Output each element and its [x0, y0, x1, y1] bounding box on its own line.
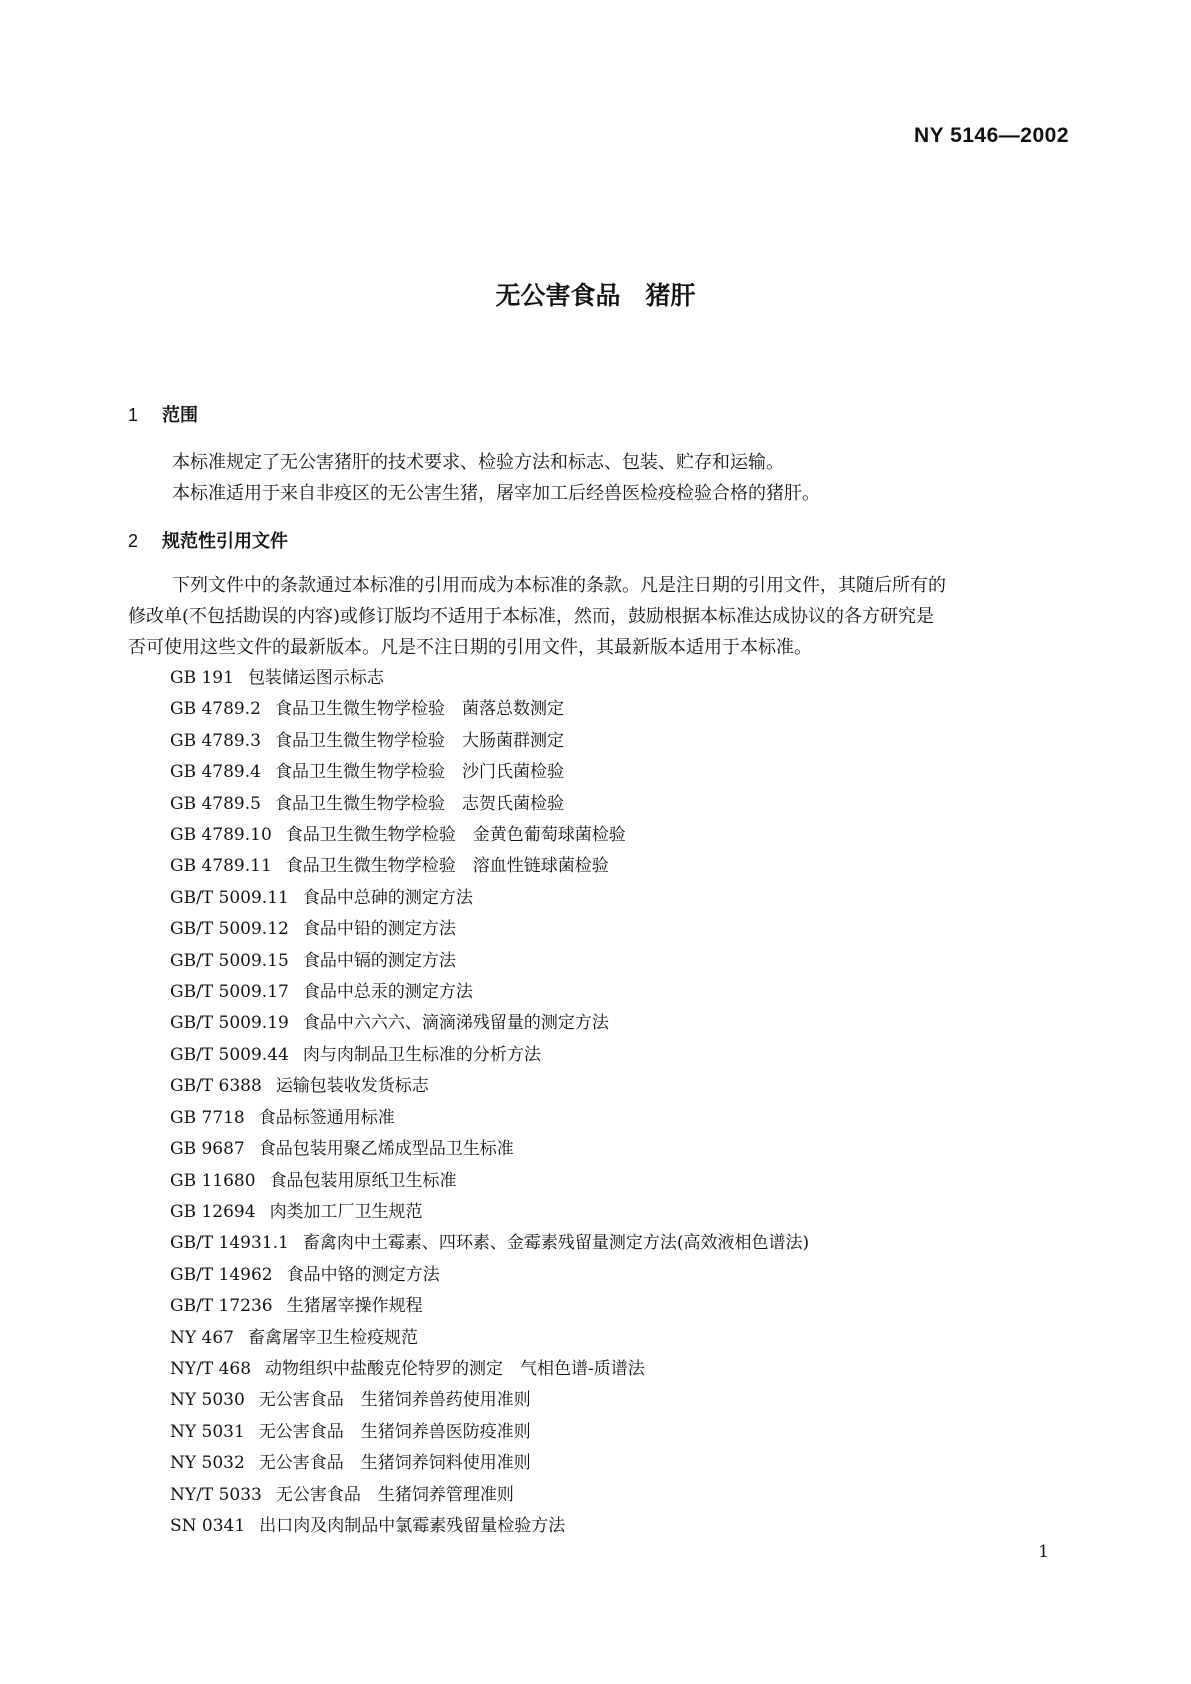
- reference-item: [170, 1291, 1050, 1322]
- section-title: 规范性引用文件: [162, 531, 288, 552]
- reference-item: [170, 883, 1050, 914]
- reference-item: [170, 1134, 1050, 1165]
- reference-title: 无公害食品 生猪饲养兽药使用准则: [258, 1390, 531, 1411]
- reference-code: SN 0341: [170, 1515, 246, 1536]
- reference-item: [170, 977, 1050, 1008]
- scope-paragraph: 本标准适用于来自非疫区的无公害生猪，屠宰加工后经兽医检疫检验合格的猪肝。: [172, 483, 820, 504]
- reference-code: GB/T 5009.17: [170, 982, 289, 1003]
- reference-title: 无公害食品 生猪饲养管理准则: [275, 1484, 514, 1505]
- reference-title: 食品卫生微生物学检验 大肠菌群测定: [274, 730, 564, 751]
- reference-item: [170, 820, 1050, 851]
- reference-item: [170, 1385, 1050, 1416]
- reference-item: [170, 1197, 1050, 1228]
- reference-item: [170, 1511, 1050, 1542]
- reference-code: GB/T 14962: [170, 1264, 273, 1285]
- reference-code: GB/T 14931.1: [170, 1233, 289, 1254]
- reference-code: GB 4789.3: [170, 730, 261, 751]
- reference-title: 食品卫生微生物学检验 志贺氏菌检验: [274, 793, 564, 814]
- section-title: 范围: [162, 405, 198, 426]
- section-heading-references: [128, 527, 288, 553]
- reference-title: 无公害食品 生猪饲养兽医防疫准则: [258, 1421, 531, 1442]
- intro-line: 下列文件中的条款通过本标准的引用而成为本标准的条款。凡是注日期的引用文件，其随后所有的: [172, 575, 946, 596]
- reference-item: [170, 1040, 1050, 1071]
- section-heading-scope: [128, 401, 198, 427]
- reference-code: GB/T 5009.44: [170, 1044, 289, 1065]
- reference-title: 动物组织中盐酸克伦特罗的测定 气相色谱-质谱法: [265, 1358, 645, 1379]
- reference-item: [170, 1354, 1050, 1385]
- reference-title: 食品卫生微生物学检验 金黄色葡萄球菌检验: [285, 825, 626, 846]
- reference-code: GB 12694: [170, 1201, 256, 1222]
- reference-title: 食品中镉的测定方法: [302, 950, 456, 971]
- reference-title: 食品中总砷的测定方法: [302, 887, 473, 908]
- reference-code: NY 5031: [170, 1421, 245, 1442]
- reference-title: 食品标签通用标准: [258, 1107, 395, 1128]
- reference-item: [170, 1103, 1050, 1134]
- reference-title: 食品中总汞的测定方法: [302, 982, 473, 1003]
- reference-title: 食品卫生微生物学检验 菌落总数测定: [274, 699, 564, 720]
- reference-code: NY/T 5033: [170, 1484, 262, 1505]
- reference-title: 畜禽肉中土霉素、四环素、金霉素残留量测定方法(高效液相色谱法): [302, 1233, 810, 1254]
- section-number: 2: [128, 531, 139, 551]
- reference-item: [170, 851, 1050, 882]
- reference-code: GB 4789.2: [170, 699, 261, 720]
- page-number: 1: [1038, 1542, 1049, 1562]
- reference-item: [170, 1071, 1050, 1102]
- reference-title: 畜禽屠宰卫生检疫规范: [247, 1327, 418, 1348]
- reference-code: NY/T 468: [170, 1358, 252, 1379]
- reference-code: NY 467: [170, 1327, 234, 1348]
- reference-item: [170, 1323, 1050, 1354]
- references-intro: [128, 570, 1064, 663]
- reference-code: GB/T 5009.11: [170, 887, 289, 908]
- reference-code: GB/T 17236: [170, 1296, 273, 1317]
- document-title: 无公害食品 猪肝: [495, 281, 696, 310]
- reference-title: 肉与肉制品卫生标准的分析方法: [302, 1044, 541, 1065]
- intro-line: 否可使用这些文件的最新版本。凡是不注日期的引用文件，其最新版本适用于本标准。: [128, 637, 812, 658]
- reference-item: [170, 663, 1050, 694]
- reference-item: [170, 1008, 1050, 1039]
- reference-item: [170, 1260, 1050, 1291]
- reference-title: 肉类加工厂卫生规范: [269, 1201, 423, 1222]
- reference-title: 食品中六六六、滴滴涕残留量的测定方法: [302, 1013, 609, 1034]
- reference-code: GB 4789.4: [170, 762, 261, 783]
- reference-title: 食品包装用原纸卫生标准: [269, 1170, 457, 1191]
- reference-item: [170, 789, 1050, 820]
- reference-title: 包装储运图示标志: [247, 668, 384, 688]
- reference-item: [170, 1417, 1050, 1448]
- reference-code: GB 191: [170, 668, 234, 688]
- standard-number: NY 5146—2002: [913, 124, 1069, 147]
- reference-title: 食品卫生微生物学检验 沙门氏菌检验: [274, 762, 564, 783]
- intro-line: 修改单(不包括勘误的内容)或修订版均不适用于本标准，然而，鼓励根据本标准达成协议的各方研究是: [128, 606, 935, 627]
- reference-title: 食品中铬的测定方法: [286, 1264, 440, 1285]
- reference-list: [170, 663, 1050, 1542]
- reference-code: GB/T 5009.15: [170, 950, 289, 971]
- reference-title: 食品中铅的测定方法: [302, 919, 456, 940]
- reference-title: 出口肉及肉制品中氯霉素残留量检验方法: [259, 1515, 566, 1536]
- reference-item: [170, 1480, 1050, 1511]
- reference-item: [170, 1448, 1050, 1479]
- reference-code: GB 9687: [170, 1139, 245, 1160]
- reference-item: [170, 1228, 1050, 1259]
- reference-title: 运输包装收发货标志: [275, 1076, 429, 1097]
- reference-title: 无公害食品 生猪饲养饲料使用准则: [258, 1453, 531, 1474]
- reference-code: GB/T 6388: [170, 1076, 262, 1097]
- reference-code: GB 7718: [170, 1107, 245, 1128]
- scope-paragraph: 本标准规定了无公害猪肝的技术要求、检验方法和标志、包装、贮存和运输。: [172, 452, 784, 473]
- reference-item: [170, 1166, 1050, 1197]
- reference-code: GB 4789.5: [170, 793, 261, 814]
- reference-title: 食品包装用聚乙烯成型品卫生标准: [258, 1139, 514, 1160]
- reference-code: GB 4789.11: [170, 856, 272, 877]
- reference-item: [170, 946, 1050, 977]
- reference-code: NY 5032: [170, 1453, 245, 1474]
- reference-code: NY 5030: [170, 1390, 245, 1411]
- reference-item: [170, 914, 1050, 945]
- reference-code: GB 11680: [170, 1170, 256, 1191]
- reference-code: GB 4789.10: [170, 825, 272, 846]
- reference-item: [170, 757, 1050, 788]
- reference-item: [170, 694, 1050, 725]
- reference-code: GB/T 5009.12: [170, 919, 289, 940]
- reference-item: [170, 726, 1050, 757]
- section-number: 1: [128, 405, 139, 425]
- reference-title: 食品卫生微生物学检验 溶血性链球菌检验: [285, 856, 609, 877]
- reference-code: GB/T 5009.19: [170, 1013, 289, 1034]
- reference-title: 生猪屠宰操作规程: [286, 1296, 423, 1317]
